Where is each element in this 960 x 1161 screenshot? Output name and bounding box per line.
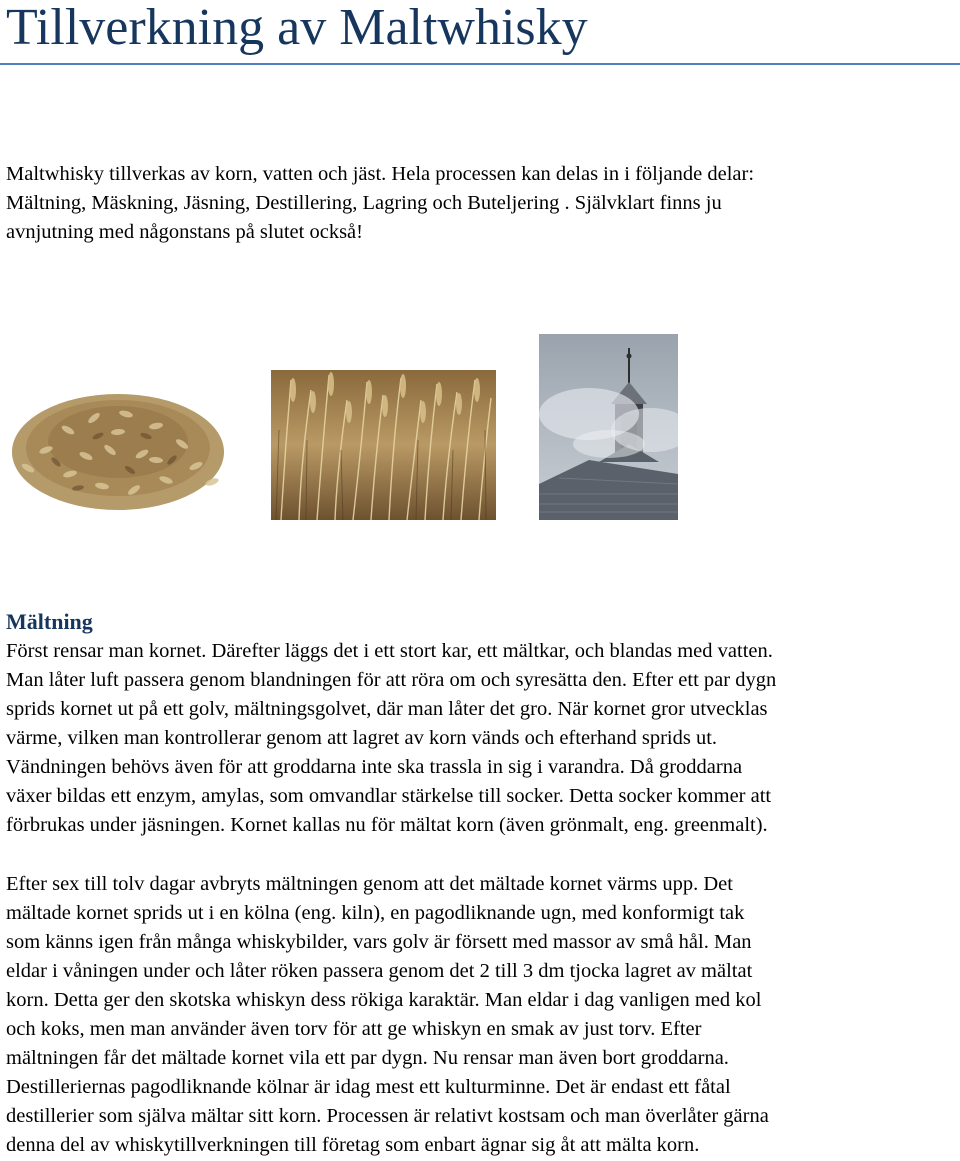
barley-grains-image [6, 370, 230, 520]
paragraph-line: värme, vilken man kontrollerar genom att lagret av korn vänds och efterhand sprids ut. [6, 727, 718, 749]
paragraph-line: mältade kornet sprids ut i en kölna (eng. kiln), en pagodliknande ugn, med konformigt tak [6, 902, 745, 924]
paragraph-line: växer bildas ett enzym, amylas, som omvandlar stärkelse till socker. Detta socker kommer att [6, 785, 772, 807]
page-title: Tillverkning av Maltwhisky [6, 0, 588, 56]
section-heading: Mältning [6, 609, 93, 634]
intro-line: Maltwhisky tillverkas av korn, vatten och jäst. Hela processen kan delas in i följande delar: [6, 163, 755, 185]
paragraph-line: förbrukas under jäsningen. Kornet kallas nu för mältat korn (även grönmalt, eng. greenmalt). [6, 814, 768, 836]
intro-paragraph [6, 160, 952, 247]
intro-line: Mältning, Mäskning, Jäsning, Destillering, Lagring och Buteljering . Självklart finns ju [6, 192, 722, 214]
paragraph-line: eldar i våningen under och låter röken passera genom det 2 till 3 dm tjocka lagret av mältat [6, 960, 753, 982]
paragraph-line: denna del av whiskytillverkningen till företag som enbart ägnar sig åt att mälta korn. [6, 1134, 700, 1156]
paragraph-line: Först rensar man kornet. Därefter läggs det i ett stort kar, ett mältkar, och blandas med vatten. [6, 640, 773, 662]
paragraph-line: destillerier som själva mältar sitt korn. Processen är relativt kostsam och man överlåter gärna [6, 1105, 769, 1127]
paragraph-line: Vändningen behövs även för att groddarna inte ska trassla in sig i varandra. Då groddarna [6, 756, 743, 778]
paragraph-line: och koks, men man använder även torv för att ge whiskyn en smak av just torv. Efter [6, 1018, 702, 1040]
body-paragraph-2 [6, 870, 952, 1160]
body-paragraph-1 [6, 637, 952, 840]
kiln-pagoda-image [539, 334, 678, 520]
paragraph-line: korn. Detta ger den skotska whiskyn dess rökiga karaktär. Man eldar i dag vanligen med kol [6, 989, 762, 1011]
title-divider [0, 63, 960, 65]
paragraph-line: sprids kornet ut på ett golv, mältningsgolvet, där man låter det gro. När kornet gror utvecklas [6, 698, 768, 720]
paragraph-line: Man låter luft passera genom blandningen för att röra om och syresätta den. Efter ett par dygn [6, 669, 777, 691]
paragraph-line: mältningen får det mältade kornet vila ett par dygn. Nu rensar man även bort groddarna. [6, 1047, 729, 1069]
intro-line: avnjutning med någonstans på slutet också! [6, 221, 363, 243]
barley-field-image [271, 370, 496, 520]
paragraph-line: Efter sex till tolv dagar avbryts mältningen genom att det mältade kornet värms upp. Det [6, 873, 733, 895]
paragraph-line: Destilleriernas pagodliknande kölnar är idag mest ett kulturminne. Det är endast ett fåtal [6, 1076, 731, 1098]
paragraph-line: som känns igen från många whiskybilder, vars golv är försett med massor av små hål. Man [6, 931, 752, 953]
